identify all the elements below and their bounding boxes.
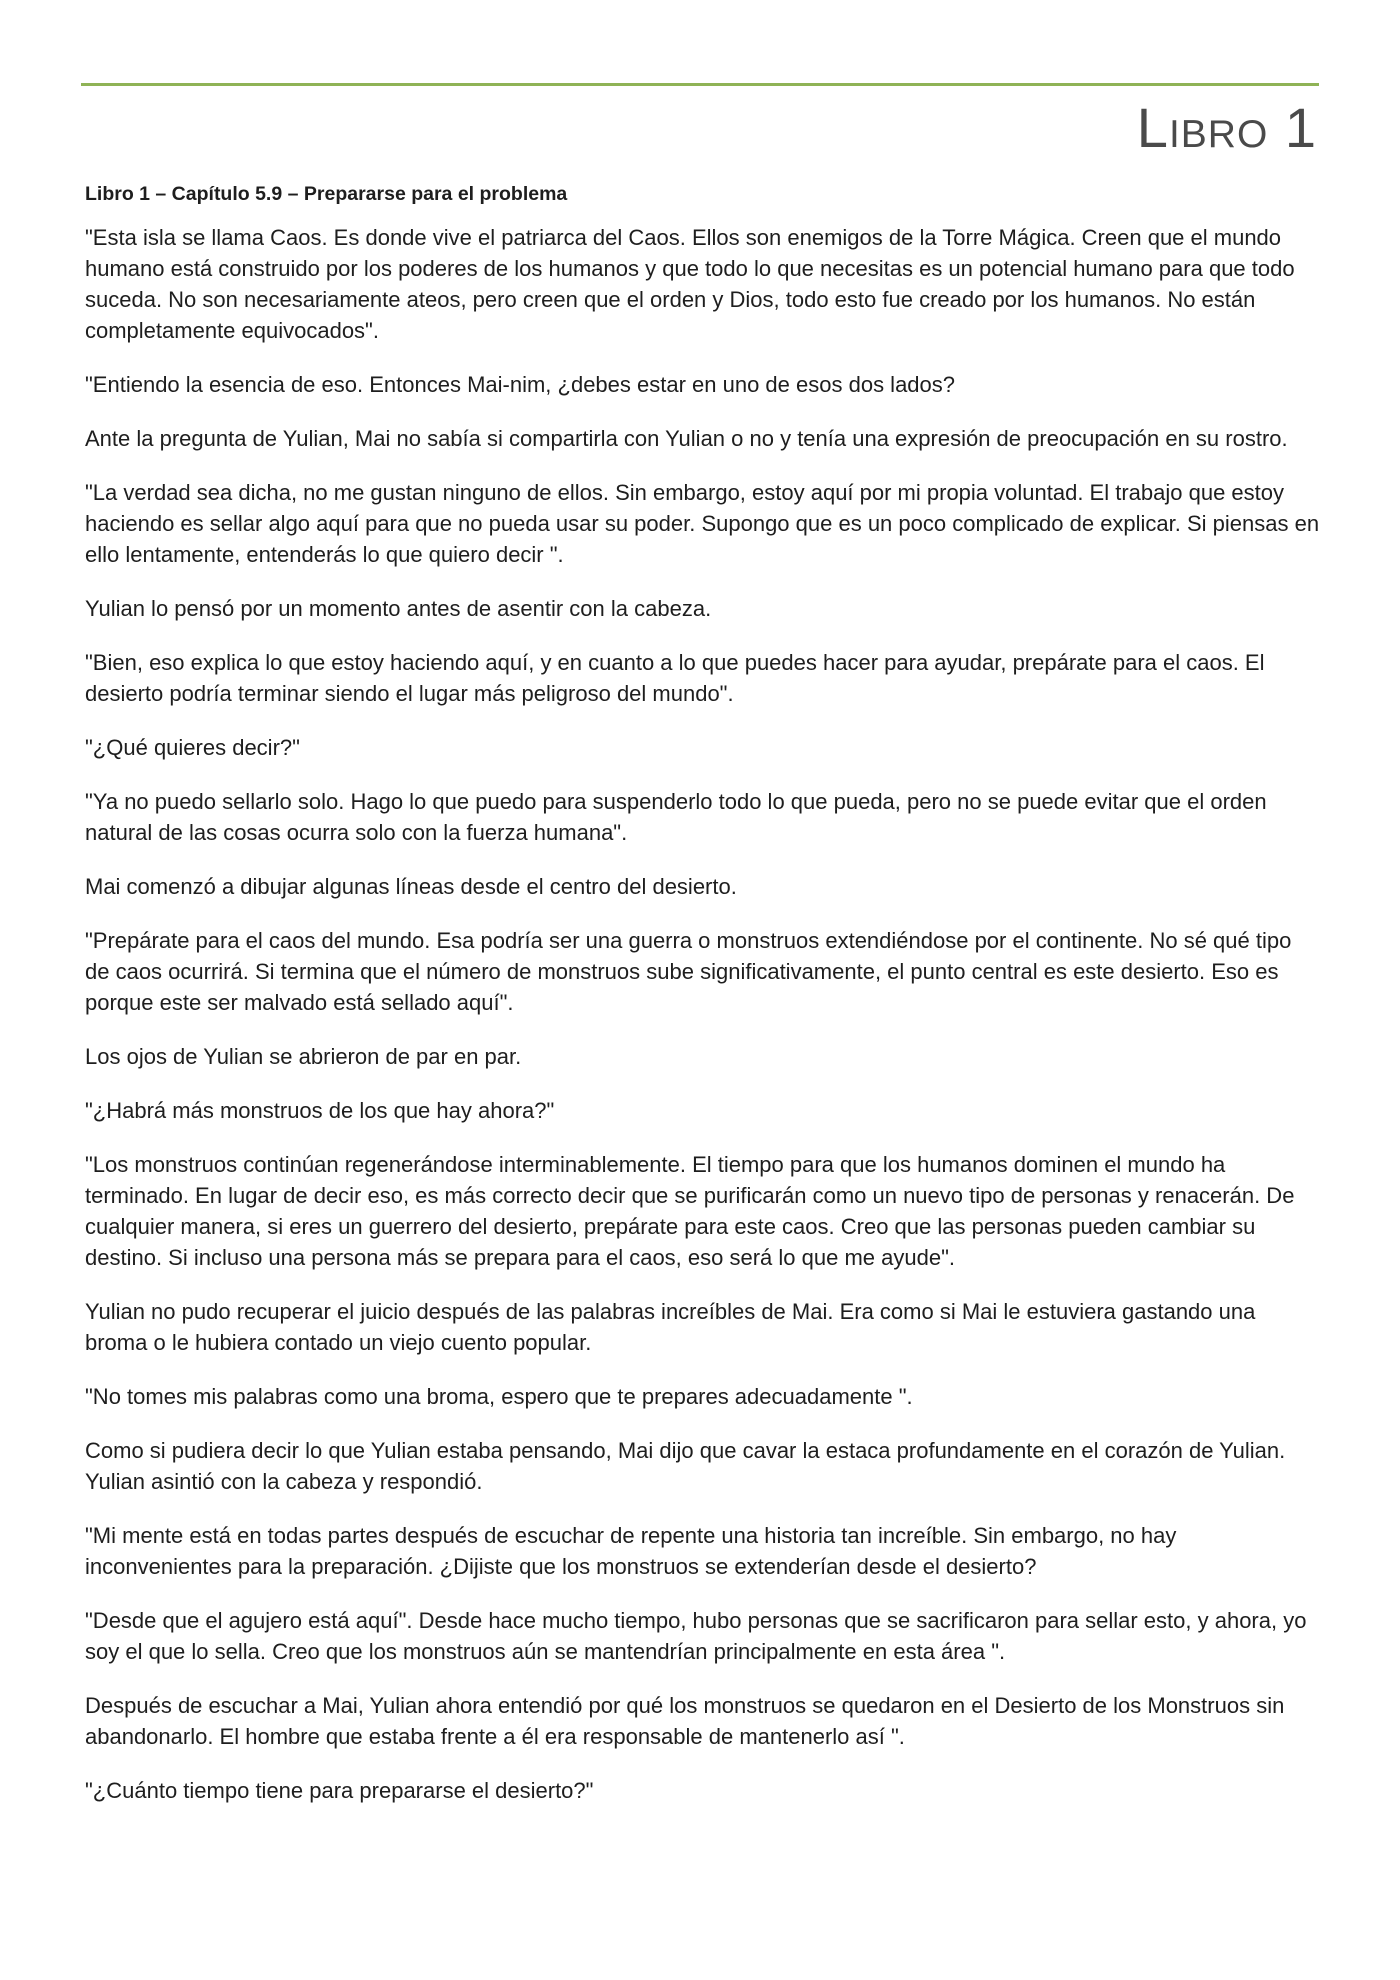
header-rule xyxy=(81,83,1319,86)
paragraph: "Los monstruos continúan regenerándose interminablemente. El tiempo para que los humanos dominen el mundo ha terminado. En lugar de decir eso, es más correcto decir que se purificarán como un nuevo tipo de personas y renacerán. De cualquier manera, si eres un guerrero del desierto, prepárate para este caos. Creo que las personas pueden cambiar su destino. Si incluso una persona más se prepara para el caos, eso será lo que me ayude". xyxy=(85,1152,1295,1270)
paragraph: Los ojos de Yulian se abrieron de par en par. xyxy=(85,1044,522,1069)
paragraph: Ante la pregunta de Yulian, Mai no sabía si compartirla con Yulian o no y tenía una expresión de preocupación en su rostro. xyxy=(85,426,1288,451)
paragraph: Como si pudiera decir lo que Yulian estaba pensando, Mai dijo que cavar la estaca profundamente en el corazón de Yulian. Yulian asintió con la cabeza y respondió. xyxy=(85,1438,1286,1494)
paragraph: "¿Qué quieres decir?" xyxy=(85,735,300,760)
paragraph: "¿Habrá más monstruos de los que hay ahora?" xyxy=(85,1098,555,1123)
paragraph: Mai comenzó a dibujar algunas líneas desde el centro del desierto. xyxy=(85,874,737,899)
paragraph: "Ya no puedo sellarlo solo. Hago lo que puedo para suspenderlo todo lo que pueda, pero no se puede evitar que el orden natural de las cosas ocurra solo con la fuerza humana". xyxy=(85,789,1267,845)
paragraph: "No tomes mis palabras como una broma, espero que te prepares adecuadamente ". xyxy=(85,1384,913,1409)
paragraph: "Entiendo la esencia de eso. Entonces Mai-nim, ¿debes estar en uno de esos dos lados? xyxy=(85,372,956,397)
paragraph: Después de escuchar a Mai, Yulian ahora entendió por qué los monstruos se quedaron en el Desierto de los Monstruos sin abandonarlo. El hombre que estaba frente a él era responsable de mantenerlo así ". xyxy=(85,1693,1285,1749)
paragraph: "La verdad sea dicha, no me gustan ninguno de ellos. Sin embargo, estoy aquí por mi propia voluntad. El trabajo que estoy haciendo es sellar algo aquí para que no pueda usar su poder. Supongo que es un poco complicado de explicar. Si piensas en ello lentamente, entenderás lo que quiero decir ". xyxy=(85,480,1320,567)
paragraph: "Esta isla se llama Caos. Es donde vive el patriarca del Caos. Ellos son enemigos de la Torre Mágica. Creen que el mundo humano está construido por los poderes de los humanos y que todo lo que necesitas es un potencial humano para que todo suceda. No son necesariamente ateos, pero creen que el orden y Dios, todo esto fue creado por los humanos. No están completamente equivocados". xyxy=(85,225,1295,343)
book-title: Libro 1 xyxy=(1136,96,1317,159)
paragraph: Yulian no pudo recuperar el juicio después de las palabras increíbles de Mai. Era como si Mai le estuviera gastando una broma o le hubiera contado un viejo cuento popular. xyxy=(85,1299,1256,1355)
chapter-heading: Libro 1 – Capítulo 5.9 – Prepararse para el problema xyxy=(85,183,568,205)
paragraph: "Bien, eso explica lo que estoy haciendo aquí, y en cuanto a lo que puedes hacer para ayudar, prepárate para el caos. El desierto podría terminar siendo el lugar más peligroso del mundo". xyxy=(85,650,1265,706)
document-body xyxy=(85,179,1320,1829)
paragraph: "Mi mente está en todas partes después de escuchar de repente una historia tan increíble. Sin embargo, no hay inconvenientes para la preparación. ¿Dijiste que los monstruos se extenderían desde el desierto? xyxy=(85,1523,1177,1579)
paragraph: Yulian lo pensó por un momento antes de asentir con la cabeza. xyxy=(85,596,712,621)
paragraph: "Prepárate para el caos del mundo. Esa podría ser una guerra o monstruos extendiéndose por el continente. No sé qué tipo de caos ocurrirá. Si termina que el número de monstruos sube significativamente, el punto central es este desierto. Eso es porque este ser malvado está sellado aquí". xyxy=(85,928,1292,1015)
paragraph: "¿Cuánto tiempo tiene para prepararse el desierto?" xyxy=(85,1778,594,1803)
paragraph: "Desde que el agujero está aquí". Desde hace mucho tiempo, hubo personas que se sacrificaron para sellar esto, y ahora, yo soy el que lo sella. Creo que los monstruos aún se mantendrían principalmente en esta área ". xyxy=(85,1608,1307,1664)
